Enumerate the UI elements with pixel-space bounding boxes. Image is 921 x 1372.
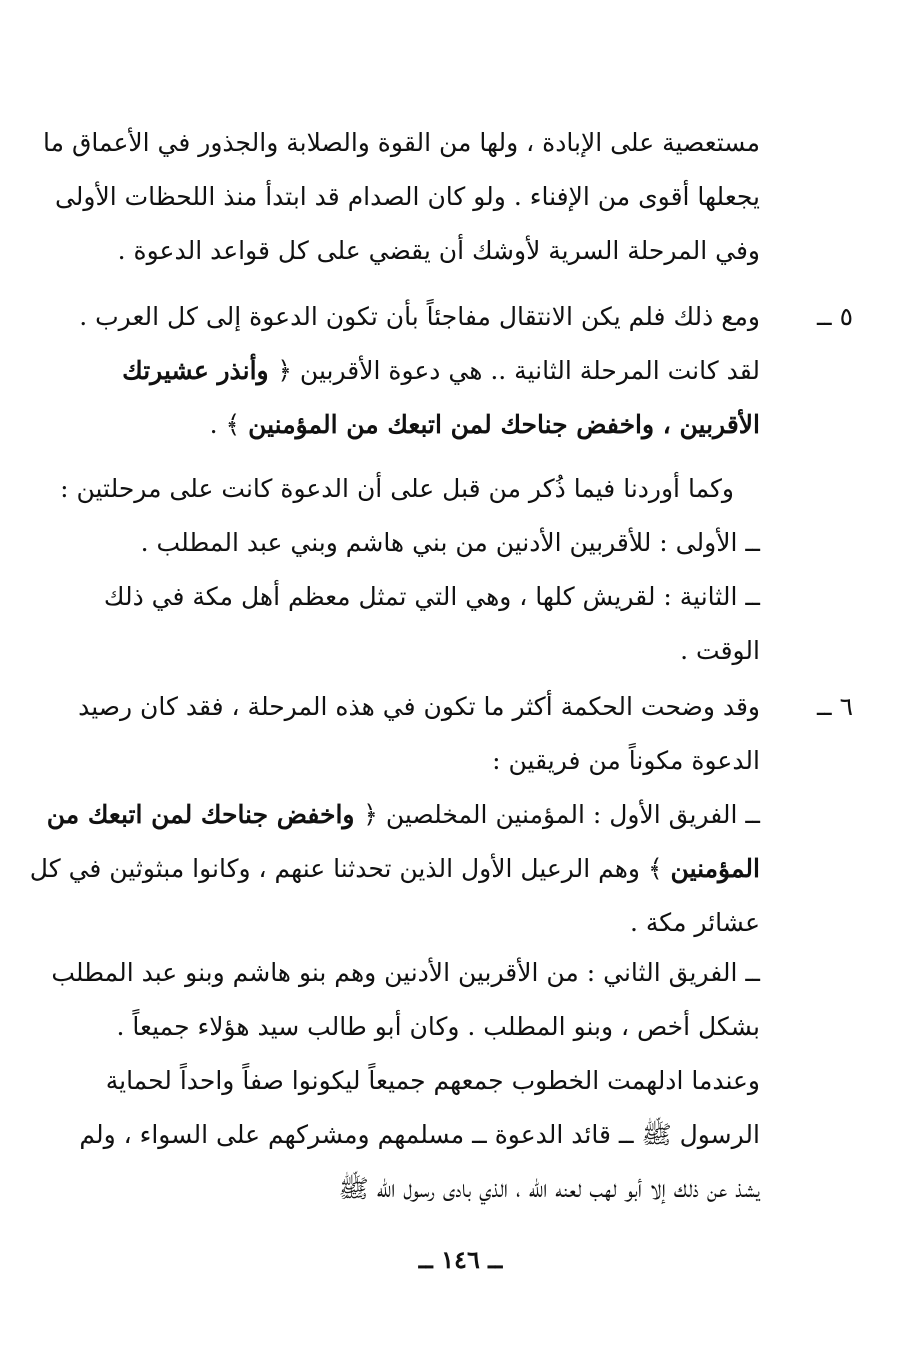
text-line: ــ الثانية : لقريش كلها ، وهي التي تمثل معظم أهل مكة في ذلك [103,582,760,611]
text-line: وقد وضحت الحكمة أكثر ما تكون في هذه المرحلة ، فقد كان رصيد [78,692,760,721]
text-line: ــ الأولى : للأقربين الأدنين من بني هاشم وبني عبد المطلب . [140,528,760,557]
paragraph-item-5 [79,290,760,452]
text-plain: لقد كانت المرحلة الثانية .. هي دعوة الأقربين ﴿ [277,356,760,385]
text-line: عشائر مكة . [629,908,760,937]
text-line: وعندما ادلهمت الخطوب جمعهم جميعاً ليكونوا صفاً واحداً لحماية [105,1066,760,1095]
text-line: وكما أوردنا فيما ذُكر من قبل على أن الدعوة كانت على مرحلتين : [60,474,734,503]
text-line: الدعوة مكوناً من فريقين : [492,746,760,775]
quran-verse-bold: المؤمنين [670,854,760,883]
text-line [84,344,760,398]
text-plain: ﴾ وهم الرعيل الأول الذين تحدثنا عنهم ، وكانوا مبثوثين في كل [29,854,671,883]
text-line: يجعلها أقوى من الإفناء . ولو كان الصدام قد ابتدأ منذ اللحظات الأولى [54,182,760,211]
text-plain: ﴾ . [209,410,249,439]
paragraph-intro [43,116,760,278]
text-line: ــ الفريق الثاني : من الأقربين الأدنين وهم بنو هاشم وبنو عبد المطلب [51,958,760,987]
text-line [84,398,760,452]
page-number: ــ ١٤٦ ــ [418,1245,503,1274]
text-line: الرسول ﷺ ــ قائد الدعوة ــ مسلمهم ومشركهم على السواء ، ولم [79,1120,760,1149]
quran-verse-bold: وأنذر عشيرتك [122,356,278,385]
paragraph-second-group [51,946,760,1216]
text-line: الوقت . [680,636,760,665]
item-number-5: ٥ ــ [816,302,853,331]
text-plain: ــ الفريق الأول : المؤمنين المخلصين ﴿ [363,800,760,829]
text-line: مستعصية على الإبادة ، ولها من القوة والصلابة والجذور في الأعماق ما [43,128,760,157]
quran-verse-bold: الأقربين ، واخفض جناحك لمن اتبعك من المؤمنين [248,410,760,439]
text-line: يشذ عن ذلك إلا أبو لهب لعنه الله ، الذي بادى رسول الله ﷺ [338,1174,760,1203]
text-line [29,842,760,896]
text-line: ومع ذلك فلم يكن الانتقال مفاجئاً بأن تكون الدعوة إلى كل العرب . [79,302,760,331]
text-line [46,788,760,842]
quran-verse-bold: واخفض جناحك لمن اتبعك من [46,800,364,829]
paragraph-two-stages [60,462,760,678]
item-number-6: ٦ ــ [816,692,853,721]
paragraph-item-6 [29,680,760,950]
text-line: بشكل أخص ، وبنو المطلب . وكان أبو طالب سيد هؤلاء جميعاً . [116,1012,760,1041]
text-line: وفي المرحلة السرية لأوشك أن يقضي على كل قواعد الدعوة . [117,236,760,265]
